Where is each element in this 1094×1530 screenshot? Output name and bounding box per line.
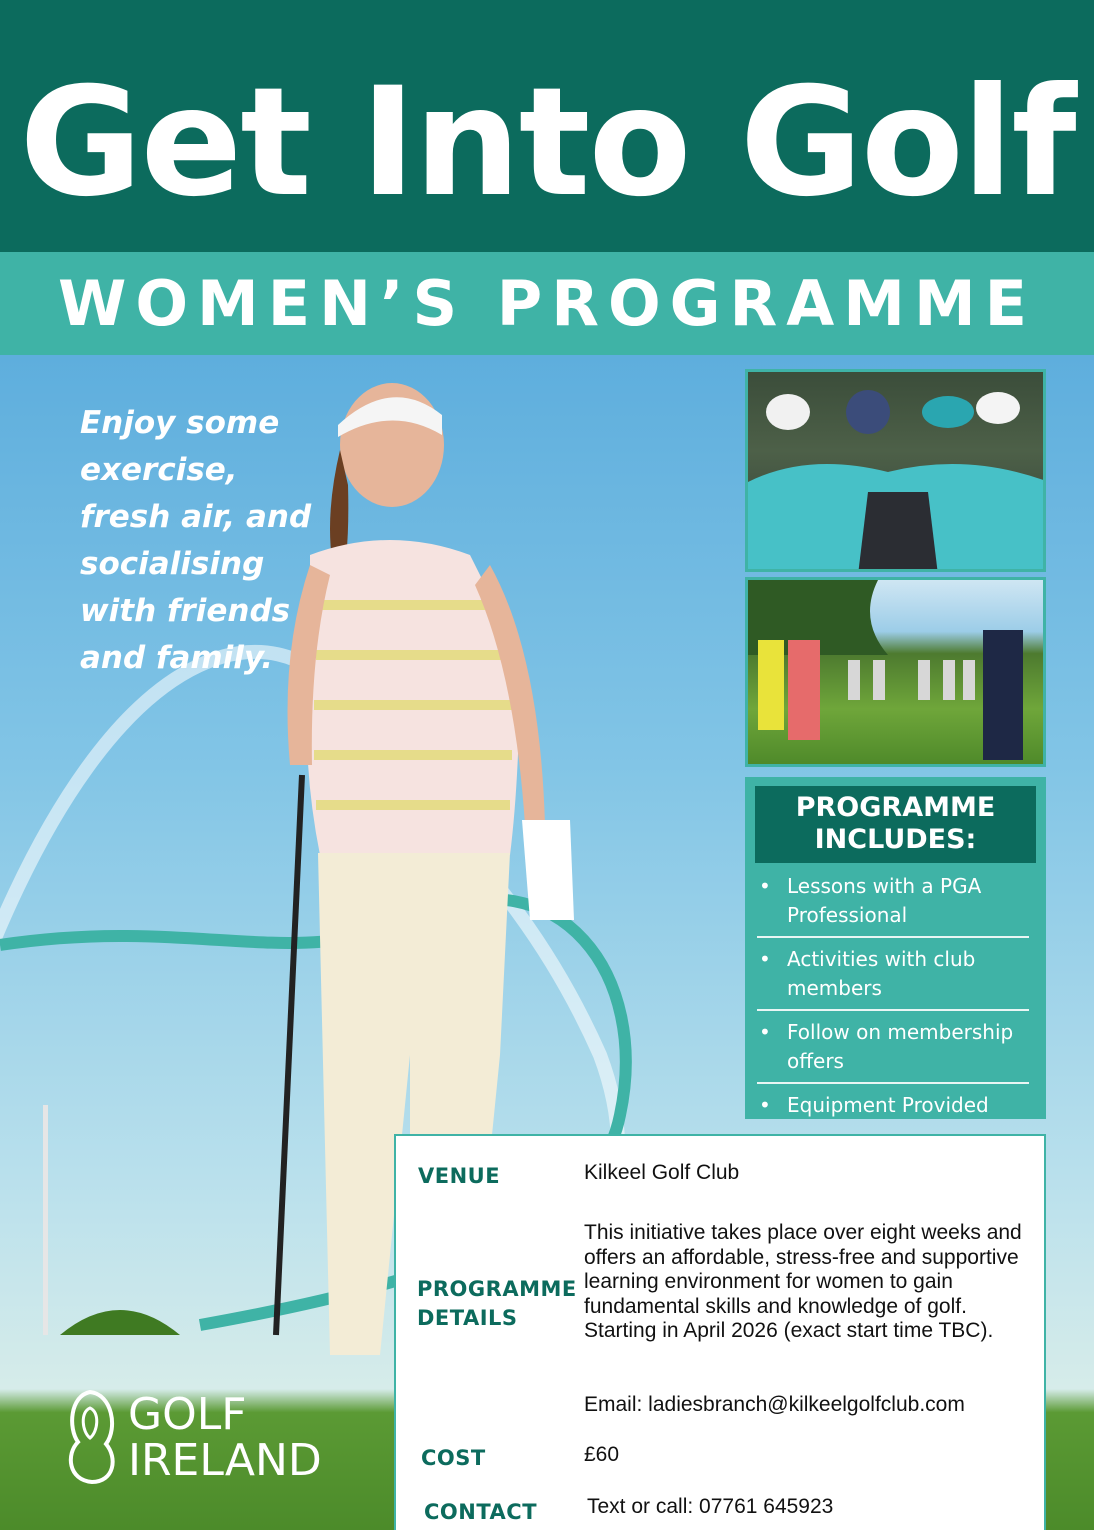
- bullet-icon: •: [759, 1093, 771, 1117]
- cost-value: £60: [584, 1443, 620, 1466]
- logo-line2: IRELAND: [128, 1435, 322, 1486]
- list-item: [757, 945, 1029, 1011]
- programme-details-value: This initiative takes place over eight weeks and offers an affordable, stress-free and supportive learning environment for women to gain fundamental skills and knowledge of golf. Starting in April 2026 (exact start time TBC).: [584, 1221, 1022, 1342]
- list-item: [757, 872, 1029, 938]
- tower: [43, 1105, 48, 1335]
- golf-ireland-wordmark: [128, 1389, 322, 1486]
- page-title: Get Into Golf: [19, 56, 1075, 230]
- bullet-icon: •: [759, 1020, 771, 1044]
- includes-heading-line2: INCLUDES:: [814, 824, 977, 855]
- golf-class-photo: [745, 577, 1046, 767]
- list-item-label: Lessons with a PGA Professional: [787, 874, 982, 927]
- cost-label: COST: [421, 1446, 486, 1470]
- page-subtitle: WOMEN’S PROGRAMME: [57, 267, 1037, 340]
- hero-tagline: Enjoy some exercise, fresh air, and socialising with friends and family.: [80, 405, 312, 676]
- venue-value: Kilkeel Golf Club: [584, 1161, 740, 1184]
- grass-tuft: [60, 1310, 180, 1335]
- contact-email[interactable]: Email: ladiesbranch@kilkeelgolfclub.com: [584, 1393, 965, 1416]
- bullet-icon: •: [759, 947, 771, 971]
- includes-heading-line1: PROGRAMME: [795, 792, 996, 823]
- programme-includes-heading: [755, 786, 1036, 863]
- programme-label-line1: PROGRAMME: [417, 1277, 577, 1301]
- list-item-label: Equipment Provided: [787, 1093, 989, 1117]
- includes-list: [757, 872, 1029, 1133]
- list-item: [757, 1018, 1029, 1084]
- group-hug-photo: [745, 369, 1046, 572]
- bullet-icon: •: [759, 874, 771, 898]
- logo-line1: GOLF: [128, 1389, 247, 1440]
- contact-phone[interactable]: Text or call: 07761 645923: [587, 1495, 834, 1518]
- venue-label: VENUE: [418, 1164, 501, 1188]
- contact-label: CONTACT: [424, 1500, 538, 1524]
- programme-details-label: [417, 1275, 577, 1333]
- list-item: [757, 1091, 1029, 1126]
- list-item-label: Activities with club members: [787, 947, 976, 1000]
- programme-label-line2: DETAILS: [417, 1306, 518, 1330]
- list-item-label: Follow on membership offers: [787, 1020, 1014, 1073]
